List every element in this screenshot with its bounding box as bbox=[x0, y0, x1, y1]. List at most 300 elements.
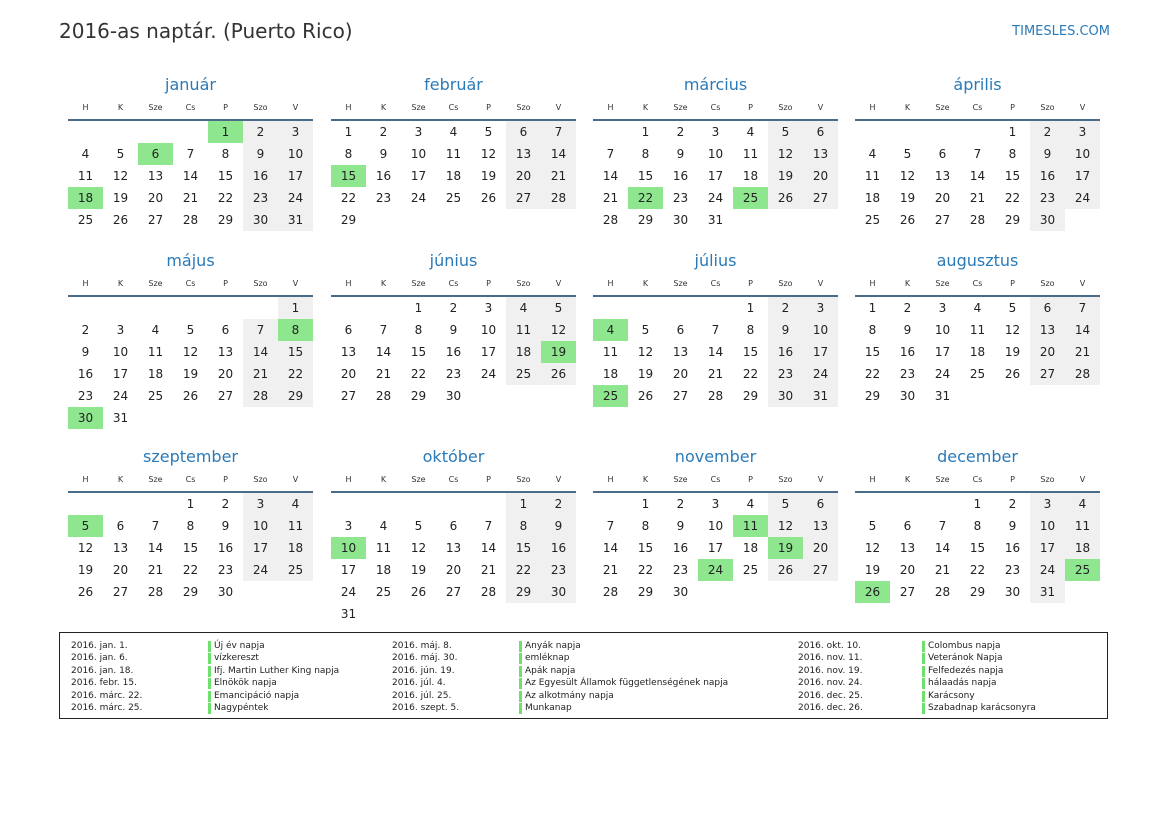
day-cell: 9 bbox=[768, 319, 803, 341]
day-cell: 8 bbox=[414, 323, 423, 337]
holiday-name: Szabadnap karácsonyra bbox=[922, 702, 1036, 714]
holiday-date: 2016. okt. 10. bbox=[798, 641, 861, 651]
day-cell: 30 bbox=[1004, 585, 1021, 599]
holiday-day-cell: 4 bbox=[593, 319, 628, 341]
day-cell: 2 bbox=[449, 301, 458, 315]
day-cell: 2 bbox=[541, 493, 576, 515]
month-name: május bbox=[166, 251, 215, 270]
day-cell: 16 bbox=[768, 341, 803, 363]
day-cell: 5 bbox=[768, 121, 803, 143]
day-cell: 2 bbox=[1008, 497, 1017, 511]
day-cell: 17 bbox=[803, 341, 838, 363]
holiday-day-cell: 19 bbox=[768, 537, 803, 559]
day-cell: 28 bbox=[541, 187, 576, 209]
site-link[interactable]: TIMESLES.COM bbox=[1012, 24, 1110, 39]
day-cell: 15 bbox=[278, 341, 313, 363]
holiday-date: 2016. szept. 5. bbox=[392, 702, 460, 713]
day-cell: 30 bbox=[217, 585, 234, 599]
day-cell: 6 bbox=[803, 121, 838, 143]
day-cell: 7 bbox=[243, 319, 278, 341]
holiday-date: 2016. dec. 26. bbox=[798, 702, 863, 713]
day-cell: 8 bbox=[868, 323, 877, 337]
day-cell: 12 bbox=[541, 319, 576, 341]
holiday-day-cell: 15 bbox=[331, 165, 366, 187]
day-cell: 13 bbox=[672, 345, 689, 359]
weekday-header: Sze bbox=[148, 279, 163, 288]
holiday-date: 2016. nov. 19. bbox=[798, 665, 863, 676]
weekday-header: Sze bbox=[148, 475, 163, 484]
weekday-header: V bbox=[817, 475, 824, 484]
day-cell: 16 bbox=[899, 345, 916, 359]
day-cell: 11 bbox=[742, 147, 759, 161]
day-cell: 6 bbox=[903, 519, 912, 533]
day-cell: 11 bbox=[375, 541, 392, 555]
day-cell: 5 bbox=[541, 297, 576, 319]
day-cell: 10 bbox=[243, 515, 278, 537]
day-cell: 12 bbox=[768, 515, 803, 537]
weekday-header: Sze bbox=[411, 475, 426, 484]
day-cell: 14 bbox=[602, 169, 619, 183]
holiday-date: 2016. jan. 18. bbox=[71, 665, 134, 676]
day-cell: 27 bbox=[672, 389, 689, 403]
day-cell: 3 bbox=[938, 301, 947, 315]
day-cell: 4 bbox=[506, 297, 541, 319]
holiday-name: emléknap bbox=[519, 652, 570, 664]
day-cell: 2 bbox=[1030, 121, 1065, 143]
day-cell: 4 bbox=[746, 497, 755, 511]
day-cell: 20 bbox=[217, 367, 234, 381]
holiday-date: 2016. nov. 24. bbox=[798, 678, 863, 689]
day-cell: 19 bbox=[637, 367, 654, 381]
weekday-header: H bbox=[607, 475, 614, 484]
day-cell: 21 bbox=[147, 563, 164, 577]
day-cell: 22 bbox=[1004, 191, 1021, 205]
day-cell: 24 bbox=[480, 367, 497, 381]
day-cell: 18 bbox=[506, 341, 541, 363]
day-cell: 3 bbox=[243, 493, 278, 515]
day-cell: 24 bbox=[243, 559, 278, 581]
weekday-header: Sze bbox=[673, 103, 688, 112]
holiday-day-cell: 1 bbox=[208, 121, 243, 143]
day-cell: 31 bbox=[112, 411, 129, 425]
day-cell: 14 bbox=[375, 345, 392, 359]
day-cell: 22 bbox=[506, 559, 541, 581]
day-cell: 3 bbox=[711, 125, 720, 139]
weekday-header: V bbox=[1079, 475, 1086, 484]
day-cell: 24 bbox=[803, 363, 838, 385]
weekday-header: H bbox=[869, 103, 876, 112]
day-cell: 28 bbox=[480, 585, 497, 599]
day-cell: 18 bbox=[278, 537, 313, 559]
day-cell: 29 bbox=[637, 213, 654, 227]
day-cell: 20 bbox=[934, 191, 951, 205]
day-cell: 23 bbox=[445, 367, 462, 381]
month-name: március bbox=[683, 75, 748, 94]
day-cell: 1 bbox=[344, 125, 353, 139]
day-cell: 18 bbox=[864, 191, 881, 205]
weekday-header: Szo bbox=[1040, 475, 1055, 484]
day-cell: 3 bbox=[278, 121, 313, 143]
day-cell: 14 bbox=[1065, 319, 1100, 341]
day-cell: 6 bbox=[116, 519, 125, 533]
day-cell: 14 bbox=[243, 341, 278, 363]
day-cell: 2 bbox=[676, 125, 685, 139]
day-cell: 10 bbox=[1030, 515, 1065, 537]
day-cell: 12 bbox=[864, 541, 881, 555]
day-cell: 23 bbox=[375, 191, 392, 205]
day-cell: 1 bbox=[1008, 125, 1017, 139]
day-cell: 22 bbox=[182, 563, 199, 577]
weekday-header: V bbox=[555, 103, 562, 112]
day-cell: 28 bbox=[602, 585, 619, 599]
day-cell: 9 bbox=[903, 323, 912, 337]
holiday-name: vízkereszt bbox=[208, 652, 259, 664]
day-cell: 1 bbox=[414, 301, 423, 315]
day-cell: 1 bbox=[973, 497, 982, 511]
day-cell: 23 bbox=[1004, 563, 1021, 577]
holiday-name: Anyák napja bbox=[519, 640, 581, 652]
day-cell: 22 bbox=[637, 563, 654, 577]
weekday-header: H bbox=[82, 103, 89, 112]
day-cell: 16 bbox=[672, 541, 689, 555]
day-cell: 9 bbox=[379, 147, 388, 161]
holiday-name: Karácsony bbox=[922, 690, 975, 702]
weekday-header: K bbox=[117, 475, 124, 484]
day-cell: 27 bbox=[803, 187, 838, 209]
day-cell: 3 bbox=[1065, 121, 1100, 143]
day-cell: 25 bbox=[445, 191, 462, 205]
day-cell: 17 bbox=[707, 169, 724, 183]
weekday-header: Cs bbox=[710, 475, 721, 484]
day-cell: 27 bbox=[147, 213, 164, 227]
header-divider bbox=[68, 295, 313, 297]
day-cell: 21 bbox=[243, 363, 278, 385]
day-cell: 24 bbox=[278, 187, 313, 209]
holiday-date: 2016. nov. 11. bbox=[798, 653, 863, 664]
day-cell: 25 bbox=[278, 559, 313, 581]
day-cell: 5 bbox=[903, 147, 912, 161]
day-cell: 11 bbox=[602, 345, 619, 359]
day-cell: 27 bbox=[803, 559, 838, 581]
weekday-header: V bbox=[1079, 279, 1086, 288]
holiday-name: Felfedezés napja bbox=[922, 665, 1003, 677]
weekday-header: K bbox=[904, 103, 911, 112]
weekday-header: Szo bbox=[1040, 103, 1055, 112]
day-cell: 2 bbox=[243, 121, 278, 143]
day-cell: 17 bbox=[278, 165, 313, 187]
day-cell: 24 bbox=[1065, 187, 1100, 209]
day-cell: 11 bbox=[969, 323, 986, 337]
day-cell: 1 bbox=[278, 297, 313, 319]
day-cell: 12 bbox=[410, 541, 427, 555]
day-cell: 6 bbox=[676, 323, 685, 337]
weekday-header: V bbox=[817, 279, 824, 288]
day-cell: 10 bbox=[707, 147, 724, 161]
day-cell: 27 bbox=[445, 585, 462, 599]
day-cell: 14 bbox=[934, 541, 951, 555]
day-cell: 7 bbox=[606, 147, 615, 161]
holiday-date: 2016. dec. 25. bbox=[798, 690, 863, 701]
day-cell: 16 bbox=[243, 165, 278, 187]
weekday-header: Szo bbox=[778, 279, 793, 288]
day-cell: 5 bbox=[1008, 301, 1017, 315]
day-cell: 22 bbox=[742, 367, 759, 381]
day-cell: 13 bbox=[506, 143, 541, 165]
day-cell: 11 bbox=[445, 147, 462, 161]
month-name: január bbox=[165, 75, 216, 94]
day-cell: 16 bbox=[672, 169, 689, 183]
day-cell: 7 bbox=[379, 323, 388, 337]
day-cell: 7 bbox=[606, 519, 615, 533]
day-cell: 10 bbox=[480, 323, 497, 337]
weekday-header-row bbox=[68, 103, 313, 117]
day-cell: 2 bbox=[379, 125, 388, 139]
day-cell: 10 bbox=[707, 519, 724, 533]
weekday-header-row bbox=[68, 475, 313, 489]
day-cell: 16 bbox=[1004, 541, 1021, 555]
day-cell: 20 bbox=[445, 563, 462, 577]
day-cell: 12 bbox=[899, 169, 916, 183]
weekday-header: Szo bbox=[1040, 279, 1055, 288]
day-cell: 10 bbox=[803, 319, 838, 341]
weekday-header-row bbox=[855, 475, 1100, 489]
day-cell: 18 bbox=[742, 169, 759, 183]
weekday-header: V bbox=[292, 475, 299, 484]
holiday-day-cell: 30 bbox=[68, 407, 103, 429]
weekday-header: V bbox=[817, 103, 824, 112]
day-cell: 3 bbox=[116, 323, 125, 337]
day-cell: 11 bbox=[1065, 515, 1100, 537]
holiday-legend bbox=[59, 632, 1108, 719]
day-cell: 29 bbox=[340, 213, 357, 227]
day-cell: 13 bbox=[803, 515, 838, 537]
day-cell: 23 bbox=[768, 363, 803, 385]
weekday-header-row bbox=[593, 475, 838, 489]
day-cell: 13 bbox=[1030, 319, 1065, 341]
day-cell: 18 bbox=[445, 169, 462, 183]
day-cell: 20 bbox=[899, 563, 916, 577]
day-cell: 21 bbox=[480, 563, 497, 577]
day-cell: 29 bbox=[864, 389, 881, 403]
day-cell: 28 bbox=[707, 389, 724, 403]
day-cell: 12 bbox=[480, 147, 497, 161]
day-cell: 1 bbox=[641, 497, 650, 511]
holiday-name: Veteránok Napja bbox=[922, 652, 1003, 664]
day-cell: 13 bbox=[147, 169, 164, 183]
day-cell: 31 bbox=[278, 209, 313, 231]
day-cell: 28 bbox=[934, 585, 951, 599]
weekday-header: H bbox=[607, 103, 614, 112]
weekday-header: V bbox=[555, 279, 562, 288]
day-cell: 25 bbox=[375, 585, 392, 599]
weekday-header: P bbox=[486, 103, 491, 112]
day-cell: 9 bbox=[676, 147, 685, 161]
day-cell: 18 bbox=[375, 563, 392, 577]
weekday-header: H bbox=[869, 279, 876, 288]
day-cell: 29 bbox=[1004, 213, 1021, 227]
holiday-date: 2016. júl. 4. bbox=[392, 678, 446, 689]
weekday-header: K bbox=[642, 475, 649, 484]
day-cell: 19 bbox=[112, 191, 129, 205]
day-cell: 26 bbox=[899, 213, 916, 227]
day-cell: 12 bbox=[1004, 323, 1021, 337]
day-cell: 21 bbox=[602, 191, 619, 205]
month-name: december bbox=[937, 447, 1018, 466]
day-cell: 5 bbox=[116, 147, 125, 161]
day-cell: 6 bbox=[221, 323, 230, 337]
day-cell: 17 bbox=[1030, 537, 1065, 559]
day-cell: 22 bbox=[340, 191, 357, 205]
day-cell: 12 bbox=[77, 541, 94, 555]
day-cell: 7 bbox=[1065, 297, 1100, 319]
day-cell: 13 bbox=[803, 143, 838, 165]
weekday-header: P bbox=[748, 475, 753, 484]
page-title: 2016-as naptár. (Puerto Rico) bbox=[59, 19, 353, 43]
day-cell: 25 bbox=[742, 563, 759, 577]
day-cell: 29 bbox=[506, 581, 541, 603]
holiday-name: Apák napja bbox=[519, 665, 575, 677]
day-cell: 15 bbox=[864, 345, 881, 359]
day-cell: 29 bbox=[410, 389, 427, 403]
weekday-header: Szo bbox=[778, 475, 793, 484]
day-cell: 8 bbox=[221, 147, 230, 161]
holiday-name: Ifj. Martin Luther King napja bbox=[208, 665, 339, 677]
day-cell: 29 bbox=[217, 213, 234, 227]
day-cell: 21 bbox=[602, 563, 619, 577]
day-cell: 17 bbox=[934, 345, 951, 359]
day-cell: 15 bbox=[410, 345, 427, 359]
day-cell: 24 bbox=[112, 389, 129, 403]
day-cell: 23 bbox=[77, 389, 94, 403]
day-cell: 21 bbox=[375, 367, 392, 381]
holiday-date: 2016. márc. 25. bbox=[71, 702, 143, 713]
day-cell: 26 bbox=[541, 363, 576, 385]
day-cell: 30 bbox=[899, 389, 916, 403]
weekday-header: K bbox=[380, 279, 387, 288]
day-cell: 14 bbox=[147, 541, 164, 555]
day-cell: 6 bbox=[344, 323, 353, 337]
holiday-date: 2016. febr. 15. bbox=[71, 678, 137, 689]
day-cell: 24 bbox=[707, 191, 724, 205]
holiday-day-cell: 22 bbox=[628, 187, 663, 209]
day-cell: 18 bbox=[969, 345, 986, 359]
day-cell: 15 bbox=[742, 345, 759, 359]
day-cell: 17 bbox=[1065, 165, 1100, 187]
day-cell: 5 bbox=[768, 493, 803, 515]
weekday-header-row bbox=[68, 279, 313, 293]
weekday-header: H bbox=[869, 475, 876, 484]
day-cell: 10 bbox=[112, 345, 129, 359]
day-cell: 3 bbox=[711, 497, 720, 511]
day-cell: 20 bbox=[803, 165, 838, 187]
weekday-header: Cs bbox=[972, 279, 983, 288]
day-cell: 26 bbox=[182, 389, 199, 403]
weekday-header: P bbox=[486, 279, 491, 288]
day-cell: 29 bbox=[637, 585, 654, 599]
weekday-header: Cs bbox=[448, 279, 459, 288]
day-cell: 13 bbox=[217, 345, 234, 359]
holiday-date: 2016. júl. 25. bbox=[392, 690, 452, 701]
day-cell: 25 bbox=[864, 213, 881, 227]
day-cell: 27 bbox=[934, 213, 951, 227]
weekday-header: K bbox=[904, 475, 911, 484]
day-cell: 20 bbox=[803, 537, 838, 559]
day-cell: 16 bbox=[445, 345, 462, 359]
holiday-date: 2016. jan. 6. bbox=[71, 653, 128, 664]
day-cell: 22 bbox=[969, 563, 986, 577]
day-cell: 9 bbox=[81, 345, 90, 359]
day-cell: 10 bbox=[1065, 143, 1100, 165]
day-cell: 13 bbox=[445, 541, 462, 555]
day-cell: 8 bbox=[641, 519, 650, 533]
day-cell: 21 bbox=[934, 563, 951, 577]
weekday-header: H bbox=[82, 279, 89, 288]
day-cell: 23 bbox=[899, 367, 916, 381]
day-cell: 20 bbox=[147, 191, 164, 205]
day-cell: 14 bbox=[602, 541, 619, 555]
day-cell: 9 bbox=[1008, 519, 1017, 533]
day-cell: 15 bbox=[1004, 169, 1021, 183]
weekday-header: P bbox=[223, 475, 228, 484]
weekday-header: P bbox=[223, 103, 228, 112]
day-cell: 26 bbox=[637, 389, 654, 403]
day-cell: 29 bbox=[278, 385, 313, 407]
day-cell: 4 bbox=[449, 125, 458, 139]
holiday-day-cell: 25 bbox=[733, 187, 768, 209]
day-cell: 8 bbox=[1008, 147, 1017, 161]
day-cell: 21 bbox=[182, 191, 199, 205]
weekday-header-row bbox=[331, 279, 576, 293]
day-cell: 17 bbox=[340, 563, 357, 577]
day-cell: 4 bbox=[379, 519, 388, 533]
day-cell: 15 bbox=[506, 537, 541, 559]
day-cell: 6 bbox=[449, 519, 458, 533]
day-cell: 22 bbox=[410, 367, 427, 381]
day-cell: 15 bbox=[969, 541, 986, 555]
holiday-name: Colombus napja bbox=[922, 640, 1000, 652]
day-cell: 11 bbox=[864, 169, 881, 183]
day-cell: 26 bbox=[410, 585, 427, 599]
day-cell: 15 bbox=[182, 541, 199, 555]
day-cell: 9 bbox=[1030, 143, 1065, 165]
weekday-header: V bbox=[555, 475, 562, 484]
day-cell: 20 bbox=[672, 367, 689, 381]
weekday-header-row bbox=[593, 103, 838, 117]
day-cell: 23 bbox=[541, 559, 576, 581]
day-cell: 21 bbox=[969, 191, 986, 205]
holiday-name: Emancipáció napja bbox=[208, 690, 299, 702]
day-cell: 26 bbox=[768, 187, 803, 209]
day-cell: 30 bbox=[541, 581, 576, 603]
day-cell: 23 bbox=[672, 563, 689, 577]
holiday-date: 2016. márc. 22. bbox=[71, 690, 143, 701]
day-cell: 7 bbox=[711, 323, 720, 337]
day-cell: 3 bbox=[414, 125, 423, 139]
day-cell: 19 bbox=[480, 169, 497, 183]
weekday-header: Cs bbox=[710, 103, 721, 112]
weekday-header: Sze bbox=[411, 279, 426, 288]
holiday-day-cell: 19 bbox=[541, 341, 576, 363]
day-cell: 14 bbox=[541, 143, 576, 165]
day-cell: 2 bbox=[221, 497, 230, 511]
day-cell: 27 bbox=[340, 389, 357, 403]
day-cell: 20 bbox=[112, 563, 129, 577]
day-cell: 15 bbox=[217, 169, 234, 183]
day-cell: 4 bbox=[746, 125, 755, 139]
day-cell: 4 bbox=[868, 147, 877, 161]
day-cell: 21 bbox=[541, 165, 576, 187]
day-cell: 23 bbox=[217, 563, 234, 577]
